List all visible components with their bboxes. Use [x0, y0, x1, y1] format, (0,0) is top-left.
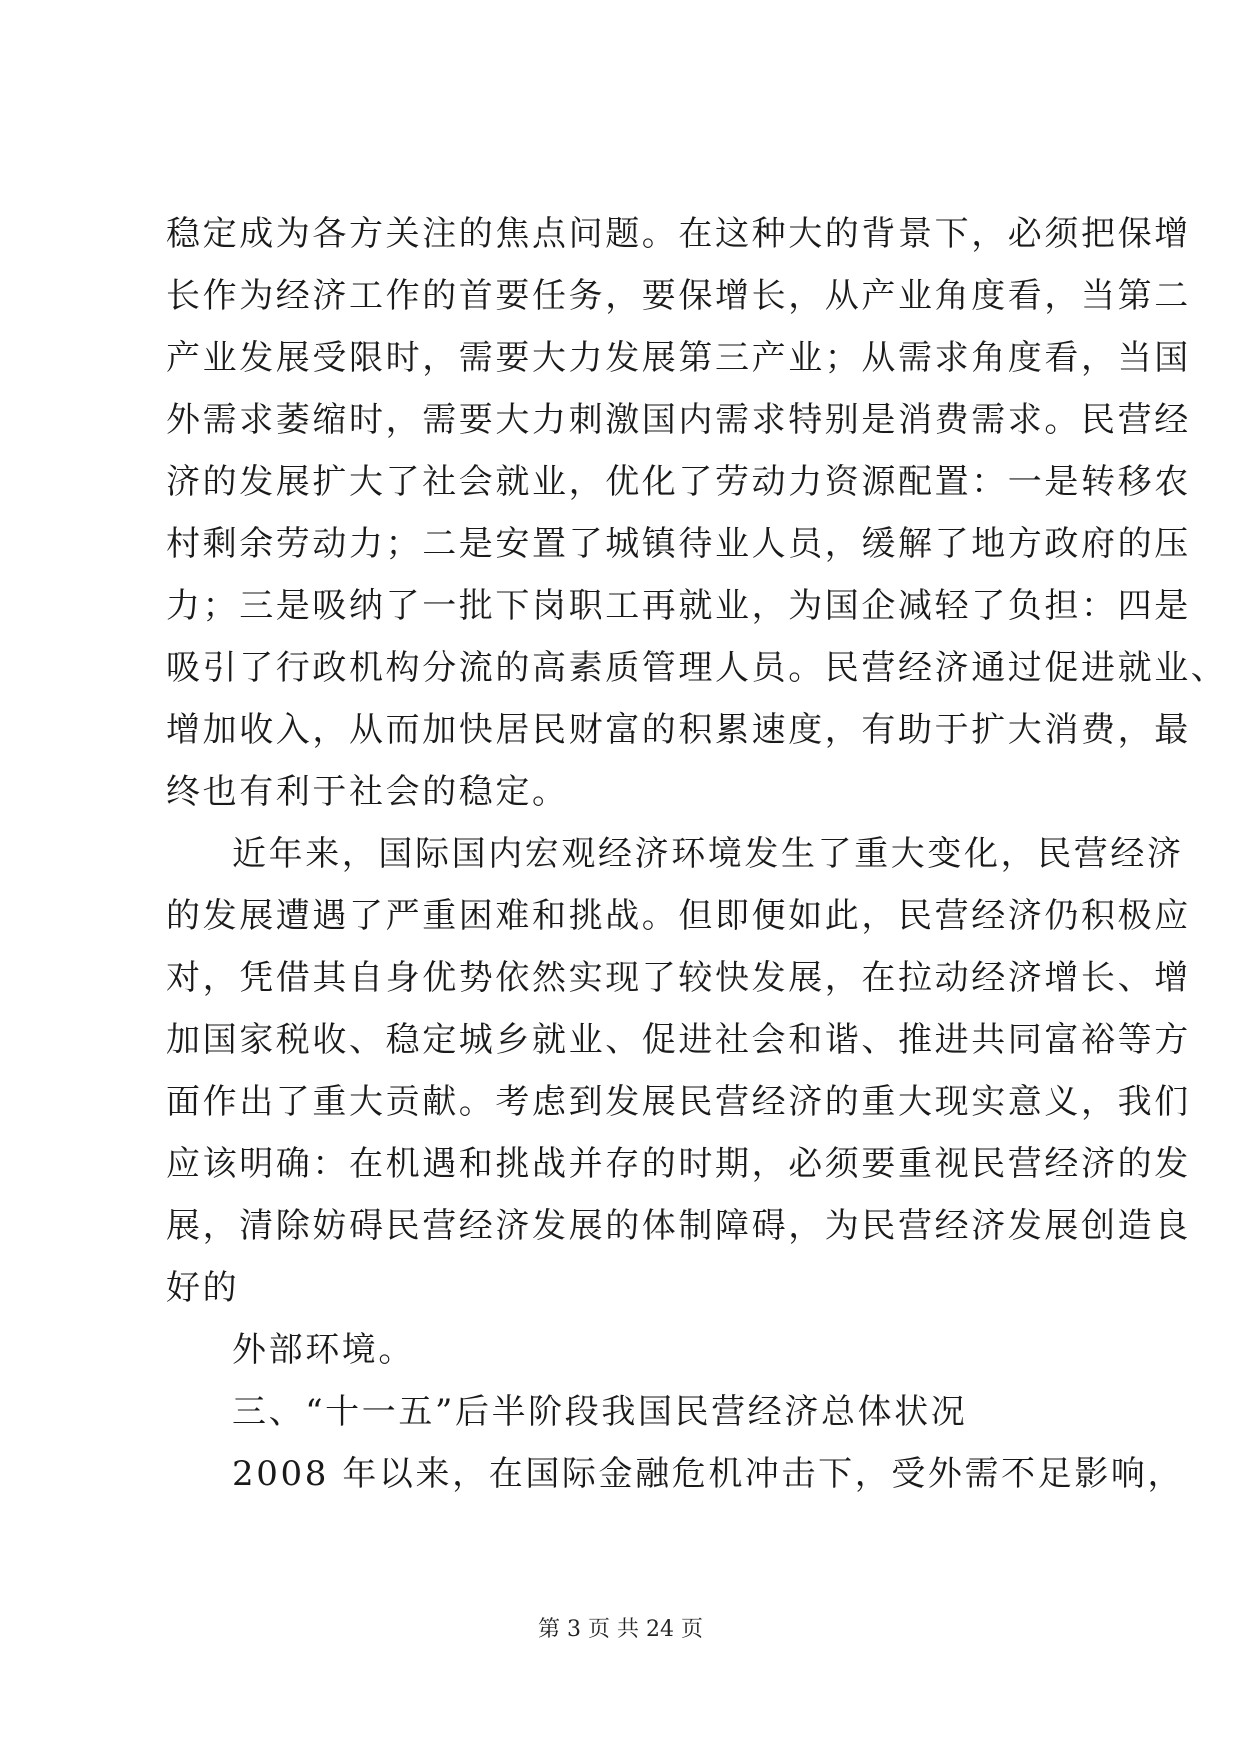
text-line: 好的 — [166, 1268, 240, 1308]
text-line: 加国家税收、稳定城乡就业、促进社会和谐、推进共同富裕等方 — [166, 1020, 1191, 1060]
text-line: 外需求萎缩时，需要大力刺激国内需求特别是消费需求。民营经 — [166, 400, 1191, 440]
paragraph-start-line: 2008 年以来，在国际金融危机冲击下，受外需不足影响， — [232, 1454, 1185, 1494]
text-line: 稳定成为各方关注的焦点问题。在这种大的背景下，必须把保增 — [166, 214, 1191, 254]
text-line: 增加收入，从而加快居民财富的积累速度，有助于扩大消费，最 — [166, 710, 1191, 750]
text-line: 力；三是吸纳了一批下岗职工再就业，为国企减轻了负担：四是 — [166, 586, 1191, 626]
text-line: 应该明确：在机遇和挑战并存的时期，必须要重视民营经济的发 — [166, 1144, 1191, 1184]
text-line: 的发展遭遇了严重困难和挑战。但即便如此，民营经济仍积极应 — [166, 896, 1191, 936]
text-line: 村剩余劳动力；二是安置了城镇待业人员，缓解了地方政府的压 — [166, 524, 1191, 564]
paragraph-start-line: 近年来，国际国内宏观经济环境发生了重大变化，民营经济 — [232, 834, 1184, 874]
text-line: 外部环境。 — [232, 1330, 415, 1370]
text-line: 终也有利于社会的稳定。 — [166, 772, 569, 812]
section-heading: 三、“十一五”后半阶段我国民营经济总体状况 — [232, 1392, 968, 1432]
text-line: 济的发展扩大了社会就业，优化了劳动力资源配置：一是转移农 — [166, 462, 1191, 502]
text-line: 长作为经济工作的首要任务，要保增长，从产业角度看，当第二 — [166, 276, 1191, 316]
text-line: 面作出了重大贡献。考虑到发展民营经济的重大现实意义，我们 — [166, 1082, 1191, 1122]
page-footer: 第 3 页 共 24 页 — [538, 1617, 703, 1642]
text-line: 对，凭借其自身优势依然实现了较快发展，在拉动经济增长、增 — [166, 958, 1191, 998]
text-line: 吸引了行政机构分流的高素质管理人员。民营经济通过促进就业、 — [166, 648, 1228, 688]
text-line: 产业发展受限时，需要大力发展第三产业；从需求角度看，当国 — [166, 338, 1191, 378]
text-line: 展，清除妨碍民营经济发展的体制障碍，为民营经济发展创造良 — [166, 1206, 1191, 1246]
